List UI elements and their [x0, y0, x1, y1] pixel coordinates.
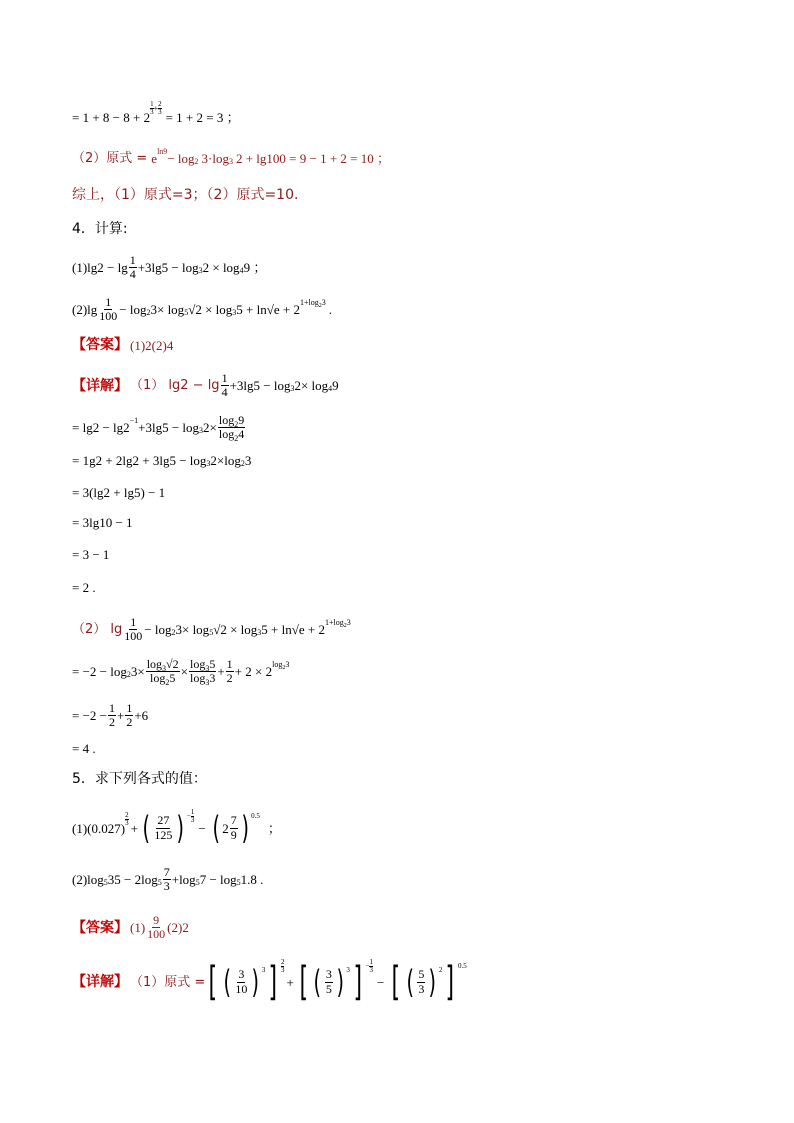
sub: 5: [184, 307, 189, 317]
step-4: [72, 516, 133, 529]
text: = 1 + 2 = 3 ；: [165, 110, 240, 125]
sup: 2: [318, 302, 322, 309]
text: 35 − 2log: [107, 872, 158, 888]
text: +: [130, 820, 138, 836]
sub: 5: [157, 877, 162, 887]
fraction: $\frac{3}{10}$: [235, 967, 248, 996]
q5-detail: 【详解】 （1）原式 = [ ( $\frac{3}{10}$ ) 3 ] $\frac{2}{3}$ + [ ( $\frac{3}{5}$ ) 3 ] − $\frac{1}{3}$ − [ ( $\frac{5}{3}$ ) 2 ] 0.5: [72, 957, 467, 1005]
text: +3lg5 − log: [137, 260, 199, 276]
detail-tag: 【详解】: [72, 974, 128, 990]
q4-detail-1: [72, 372, 339, 399]
text: 2×: [203, 420, 217, 436]
step-5: [72, 548, 109, 561]
sub: 5: [209, 627, 214, 637]
exponent-fraction: $\frac{2}{3}$: [125, 810, 129, 827]
q4-detail-2: [72, 616, 351, 643]
text: − log: [119, 302, 147, 318]
text: = lg2 − lg2: [72, 420, 130, 436]
sub: 2: [194, 156, 199, 166]
sub: 2: [146, 307, 151, 317]
answer-tag: 【答案】: [72, 337, 128, 353]
fraction: $\frac{7}{3}$: [163, 865, 170, 894]
q4-part-1: [72, 254, 266, 281]
sub: 2: [171, 627, 176, 637]
fraction: $\frac{1}{100}$: [124, 615, 143, 644]
fraction: $\frac{\log_35}{\log_33}$: [189, 657, 216, 688]
text: 3×: [130, 664, 145, 680]
text: 2× log: [294, 378, 329, 394]
text: 3× log: [175, 622, 210, 638]
exponent-fraction: $\frac{2}{3}$: [280, 957, 285, 974]
sup: 3: [321, 297, 326, 307]
text: = −2 − log: [72, 664, 127, 680]
text: = 3(lg2 + lg5) − 1: [72, 485, 166, 500]
text: （1） lg2 − lg: [130, 378, 220, 394]
fraction: $\frac{1}{2}$: [226, 657, 233, 686]
text: (1): [72, 820, 88, 836]
fraction: $\frac{1}{2}$: [126, 701, 133, 730]
text: 5．求下列各式的值：: [72, 771, 207, 787]
fraction: $\frac{7}{9}$: [230, 813, 237, 842]
q5-part-1: (1) (0.027) $\frac{2}{3}$ + ( $\frac{27}{125}$ ) − $\frac{1}{3}$ − ( 2 $\frac{7}{9}$ ) 0.5 ；: [72, 807, 281, 847]
fraction: $\frac{1}{100}$: [99, 295, 118, 324]
text: = 4 .: [72, 741, 96, 756]
sub: 2: [126, 669, 131, 679]
text: 3: [244, 453, 252, 468]
text: 7 − log: [199, 872, 237, 888]
text: 5 + ln√e + 2: [261, 622, 325, 638]
question-4-title: [72, 222, 128, 236]
detail-tag: 【详解】: [72, 377, 128, 394]
exponent-fraction: $\frac{1}{3}$: [150, 100, 154, 116]
text: （2） lg: [72, 622, 123, 638]
step-9: [72, 742, 96, 755]
sup: 1+log: [324, 617, 344, 627]
sub: 2: [240, 458, 245, 468]
text: (2)log: [72, 872, 104, 888]
text: ；: [267, 820, 281, 836]
step-6: [72, 581, 96, 594]
q4-answer: [72, 338, 173, 352]
sub: 3: [198, 265, 203, 275]
text: −: [198, 820, 206, 836]
q4-part-2: (2)lg $\frac{1}{100}$ − log 2 3× log 5 √2 × log 3 5 + ln√e + 2 1+log 2 3 .: [72, 295, 332, 324]
q5-answer: [72, 914, 189, 941]
sub: 5: [236, 877, 241, 887]
text: 2 + lg100 = 9 − 1 + 2 = 10 ；: [235, 151, 390, 166]
text: (2)lg: [72, 302, 98, 318]
sub: 3: [290, 383, 295, 393]
sub: 4: [328, 383, 333, 393]
text: √2 × log: [188, 302, 233, 318]
text: e: [151, 151, 158, 166]
text: √2 × log: [213, 622, 258, 638]
step-2: [72, 454, 251, 467]
text: = 2 .: [72, 580, 96, 595]
fraction: $\frac{9}{100}$: [147, 913, 166, 942]
text: (1)2(2)4: [130, 337, 174, 353]
text: 5 + ln√e + 2: [236, 302, 300, 318]
sub: 3: [228, 156, 233, 166]
fraction: $\frac{5}{3}$: [418, 967, 425, 996]
text: +3lg5 − log: [138, 420, 200, 436]
sub: 3: [199, 425, 204, 435]
text: 9: [332, 378, 339, 394]
text: +: [117, 708, 125, 724]
sub: 4: [239, 265, 244, 275]
exponent-fraction: $\frac{2}{3}$: [158, 100, 162, 116]
text: （2）原式 =: [72, 151, 148, 166]
summary: [72, 188, 298, 202]
fraction: $\frac{1}{4}$: [221, 371, 228, 400]
text: ×: [180, 664, 188, 680]
sup: 1+log: [299, 297, 319, 307]
text: +6: [134, 708, 149, 724]
text: − log: [167, 151, 195, 166]
fraction: $\frac{\log_3√2}{\log_25}$: [146, 657, 179, 688]
sup: −1: [129, 415, 139, 425]
text: 综上，（1）原式=3；（2）原式=10.: [72, 187, 299, 203]
fraction: $\frac{27}{125}$: [154, 813, 173, 842]
text: = 3lg10 − 1: [72, 515, 133, 530]
fraction: $\frac{1}{4}$: [129, 253, 136, 282]
step-8: [72, 702, 148, 729]
line-1: = 1 + 8 − 8 + 2 $\frac{1}{3}$ + $\frac{2}{3}$ = 1 + 2 = 3 ；: [72, 100, 240, 125]
question-5-title: [72, 772, 207, 786]
text: = 1g2 + 2lg2 + 3lg5 − log: [72, 453, 207, 468]
sub: 5: [195, 877, 200, 887]
text: = 3 − 1: [72, 547, 110, 562]
text: + 2 × 2: [234, 664, 273, 680]
exponent-fraction: $\frac{1}{3}$: [190, 807, 195, 824]
text: (1): [130, 920, 146, 936]
answer-tag: 【答案】: [72, 919, 128, 936]
text: 9 ；: [243, 260, 267, 276]
text: (1)lg2 − lg: [72, 260, 128, 276]
text: +3lg5 − log: [229, 378, 291, 394]
step-3: [72, 486, 165, 499]
text: (2)2: [167, 920, 189, 936]
text: 3× log: [150, 302, 185, 318]
fraction: $\frac{3}{5}$: [325, 967, 332, 996]
text: 2 × log: [202, 260, 240, 276]
sup: ln9: [157, 146, 168, 156]
exponent-fraction: $\frac{1}{3}$: [369, 957, 373, 974]
sub: 3: [232, 307, 237, 317]
text: = −2 −: [72, 708, 107, 724]
q5-part-2: [72, 866, 263, 893]
text: − log: [144, 622, 172, 638]
sub: 3: [206, 458, 211, 468]
text: （1）原式 =: [130, 974, 206, 990]
step-1: [72, 413, 246, 444]
text: 3·log: [201, 151, 229, 166]
text: 1.8 .: [240, 872, 264, 888]
text: = 1 + 8 − 8 + 2: [72, 110, 151, 125]
text: 4．计算:: [72, 221, 128, 237]
sup: 2: [282, 664, 286, 671]
step-7: [72, 657, 290, 688]
fraction: $\frac{1}{2}$: [109, 701, 115, 730]
fraction: $\frac{\log_29}{\log_24}$: [218, 413, 245, 444]
sup: 2: [343, 622, 347, 629]
sub: 5: [103, 877, 108, 887]
text: 2×log: [210, 453, 241, 468]
text: (0.027): [87, 820, 126, 836]
sup: log: [272, 659, 283, 669]
sup: 3: [346, 617, 351, 627]
text: +log: [171, 872, 196, 888]
sup: 3: [285, 659, 290, 669]
line-2: [72, 146, 390, 166]
text: +: [217, 664, 225, 680]
sub: 3: [257, 627, 262, 637]
